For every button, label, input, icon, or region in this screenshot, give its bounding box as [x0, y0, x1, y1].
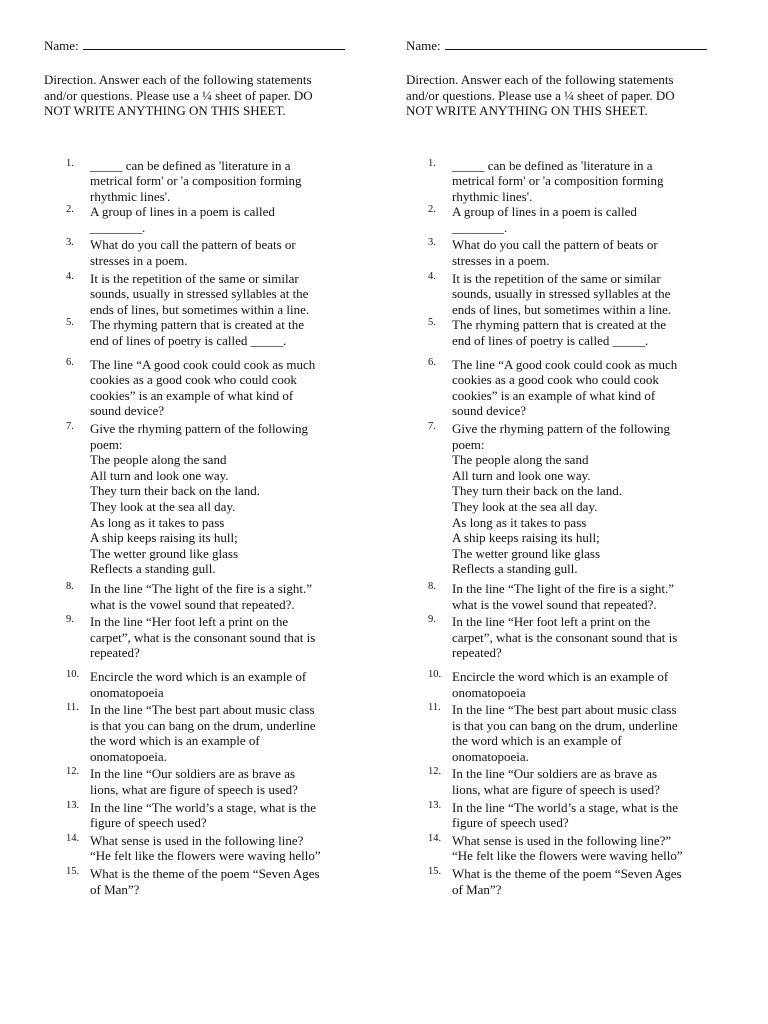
question-number: 8.	[428, 580, 436, 592]
direction-text	[406, 72, 736, 119]
question-line: repeated?	[90, 645, 140, 661]
question-line: carpet”, what is the consonant sound that is	[452, 629, 678, 645]
name-label: Name:	[406, 38, 441, 53]
question-item	[406, 271, 736, 318]
question-line: In the line “The world’s a stage, what is the	[90, 799, 316, 815]
question-item	[44, 581, 374, 612]
direction-line: and/or questions. Please use a ¼ sheet of paper. DO	[44, 87, 313, 103]
question-line: What sense is used in the following line?	[90, 832, 304, 848]
question-number: 4.	[428, 270, 436, 282]
worksheet-right-copy	[406, 38, 736, 897]
question-item	[406, 800, 736, 831]
question-line: All turn and look one way.	[90, 467, 229, 483]
question-line: The people along the sand	[452, 452, 589, 468]
question-line: ________.	[452, 219, 508, 235]
name-field	[44, 38, 374, 54]
question-number: 13.	[66, 799, 80, 811]
question-line: is that you can bang on the drum, underline	[90, 717, 316, 733]
question-line: sound device?	[452, 403, 527, 419]
direction-line: NOT WRITE ANYTHING ON THIS SHEET.	[406, 103, 648, 118]
question-line: Reflects a standing gull.	[90, 561, 216, 577]
question-item	[406, 158, 736, 205]
question-number: 12.	[66, 766, 80, 778]
question-line: They look at the sea all day.	[90, 498, 236, 514]
question-item	[44, 271, 374, 318]
question-line: onomatopoeia	[90, 684, 164, 700]
question-line: cookies as a good cook who could cook	[452, 372, 659, 388]
question-line: A ship keeps raising its hull;	[90, 530, 238, 546]
question-item	[406, 766, 736, 797]
question-line: rhythmic lines'.	[90, 188, 171, 204]
question-item	[44, 614, 374, 661]
question-item	[44, 702, 374, 764]
question-line: The wetter ground like glass	[90, 545, 239, 561]
question-line: _____ can be defined as 'literature in a	[452, 157, 653, 173]
question-line: is that you can bang on the drum, underline	[452, 717, 678, 733]
question-number: 3.	[428, 237, 436, 249]
question-line: In the line “Her foot left a print on the	[90, 614, 289, 630]
worksheet-left-copy	[44, 38, 374, 897]
question-line: figure of speech used?	[452, 815, 569, 831]
question-line: sounds, usually in stressed syllables at the	[452, 286, 671, 302]
question-line: A group of lines in a poem is called	[452, 204, 637, 220]
question-line: Encircle the word which is an example of	[90, 668, 307, 684]
question-item	[406, 614, 736, 661]
question-number: 6.	[66, 356, 74, 368]
question-line: poem:	[90, 436, 123, 452]
question-line: onomatopoeia.	[90, 748, 167, 764]
name-label: Name:	[44, 38, 79, 53]
question-line: sounds, usually in stressed syllables at the	[90, 286, 309, 302]
question-line: onomatopoeia.	[452, 748, 529, 764]
question-line: of Man”?	[452, 881, 502, 897]
question-line: The wetter ground like glass	[452, 545, 601, 561]
question-line: In the line “Our soldiers are as brave as	[90, 766, 296, 782]
question-item	[406, 317, 736, 348]
question-number: 2.	[428, 204, 436, 216]
question-line: lions, what are figure of speech is used?	[90, 782, 298, 798]
question-list	[44, 158, 374, 898]
question-line: ________.	[90, 219, 146, 235]
question-item	[44, 317, 374, 348]
question-number: 11.	[66, 702, 79, 714]
question-item	[44, 866, 374, 897]
question-line: rhythmic lines'.	[452, 188, 533, 204]
question-line: cookies as a good cook who could cook	[90, 372, 297, 388]
question-line: They turn their back on the land.	[452, 483, 623, 499]
question-item	[406, 357, 736, 419]
direction-line: Direction. Answer each of the following statements	[406, 72, 674, 87]
question-line: ends of lines, but sometimes within a line.	[452, 301, 672, 317]
question-item	[44, 237, 374, 268]
question-line: Give the rhyming pattern of the following	[452, 421, 671, 436]
question-item	[406, 702, 736, 764]
question-line: The people along the sand	[90, 452, 227, 468]
question-line: lions, what are figure of speech is used?	[452, 782, 660, 798]
question-line: sound device?	[90, 403, 165, 419]
question-item	[406, 237, 736, 268]
question-line: Reflects a standing gull.	[452, 561, 578, 577]
question-item	[44, 766, 374, 797]
question-line: The rhyming pattern that is created at the	[90, 317, 305, 333]
question-number: 12.	[428, 766, 442, 778]
question-line: It is the repetition of the same or similar	[90, 270, 299, 286]
question-item	[406, 833, 736, 864]
question-line: In the line “The best part about music class	[452, 702, 677, 718]
question-line: In the line “The light of the fire is a sight.”	[90, 580, 313, 596]
question-line: The line “A good cook could cook as much	[452, 356, 678, 372]
question-line: of Man”?	[90, 881, 140, 897]
question-line: In the line “Her foot left a print on the	[452, 614, 651, 630]
question-line: What is the theme of the poem “Seven Ages	[90, 866, 320, 882]
question-line: In the line “The world’s a stage, what is the	[452, 799, 678, 815]
question-line: Encircle the word which is an example of	[452, 668, 669, 684]
question-number: 5.	[428, 317, 436, 329]
question-line: metrical form' or 'a composition forming	[452, 173, 664, 189]
question-number: 9.	[428, 614, 436, 626]
question-line: In the line “The light of the fire is a sight.”	[452, 580, 675, 596]
question-line: onomatopoeia	[452, 684, 526, 700]
question-line: end of lines of poetry is called _____.	[452, 333, 649, 349]
question-number: 9.	[66, 614, 74, 626]
question-line: As long as it takes to pass	[452, 514, 587, 530]
question-line: stresses in a poem.	[90, 253, 188, 269]
question-line: poem:	[452, 436, 485, 452]
question-line: A group of lines in a poem is called	[90, 204, 275, 220]
question-number: 10.	[66, 668, 80, 680]
question-item	[44, 421, 374, 577]
question-line: _____ can be defined as 'literature in a	[90, 157, 291, 173]
question-line: What do you call the pattern of beats or	[90, 237, 296, 253]
question-line: The line “A good cook could cook as much	[90, 356, 316, 372]
question-number: 4.	[66, 270, 74, 282]
question-number: 14.	[66, 832, 80, 844]
question-number: 2.	[66, 204, 74, 216]
question-line: the word which is an example of	[90, 733, 260, 749]
question-line: figure of speech used?	[90, 815, 207, 831]
question-line: They turn their back on the land.	[90, 483, 261, 499]
name-blank-line	[83, 38, 345, 50]
question-number: 8.	[66, 580, 74, 592]
direction-text	[44, 72, 374, 119]
question-item	[406, 204, 736, 235]
question-item	[44, 158, 374, 205]
question-number: 15.	[428, 866, 442, 878]
question-number: 3.	[66, 237, 74, 249]
question-line: What is the theme of the poem “Seven Ages	[452, 866, 682, 882]
question-item	[406, 866, 736, 897]
question-number: 1.	[66, 157, 74, 169]
question-line: What do you call the pattern of beats or	[452, 237, 658, 253]
question-line: They look at the sea all day.	[452, 498, 598, 514]
question-number: 1.	[428, 157, 436, 169]
question-line: metrical form' or 'a composition forming	[90, 173, 302, 189]
question-item	[44, 669, 374, 700]
question-number: 7.	[428, 421, 436, 432]
question-line: All turn and look one way.	[452, 467, 591, 483]
direction-line: NOT WRITE ANYTHING ON THIS SHEET.	[44, 103, 286, 118]
direction-line: and/or questions. Please use a ¼ sheet of paper. DO	[406, 87, 675, 103]
question-item	[406, 421, 736, 577]
question-number: 5.	[66, 317, 74, 329]
question-line: cookies” is an example of what kind of	[452, 387, 656, 403]
question-line: In the line “Our soldiers are as brave as	[452, 766, 658, 782]
question-number: 10.	[428, 668, 442, 680]
question-number: 11.	[428, 702, 441, 714]
question-line: carpet”, what is the consonant sound that is	[90, 629, 316, 645]
question-line: the word which is an example of	[452, 733, 622, 749]
question-line: cookies” is an example of what kind of	[90, 387, 294, 403]
question-line: ends of lines, but sometimes within a line.	[90, 301, 310, 317]
question-line: A ship keeps raising its hull;	[452, 530, 600, 546]
question-number: 6.	[428, 356, 436, 368]
question-line: What sense is used in the following line?”	[452, 832, 672, 848]
question-number: 15.	[66, 866, 80, 878]
question-line: Give the rhyming pattern of the following	[90, 421, 309, 436]
question-line: stresses in a poem.	[452, 253, 550, 269]
name-blank-line	[445, 38, 707, 50]
question-line: “He felt like the flowers were waving hello”	[452, 848, 683, 864]
question-number: 13.	[428, 799, 442, 811]
question-line: In the line “The best part about music class	[90, 702, 315, 718]
question-line: “He felt like the flowers were waving hello”	[90, 848, 321, 864]
question-line: repeated?	[452, 645, 502, 661]
question-number: 14.	[428, 832, 442, 844]
question-item	[44, 800, 374, 831]
question-line: As long as it takes to pass	[90, 514, 225, 530]
question-line: what is the vowel sound that repeated?.	[90, 596, 295, 612]
question-item	[44, 357, 374, 419]
question-line: The rhyming pattern that is created at the	[452, 317, 667, 333]
question-line: what is the vowel sound that repeated?.	[452, 596, 657, 612]
question-line: end of lines of poetry is called _____.	[90, 333, 287, 349]
question-item	[406, 581, 736, 612]
question-item	[44, 204, 374, 235]
direction-line: Direction. Answer each of the following statements	[44, 72, 312, 87]
question-number: 7.	[66, 421, 74, 432]
question-line: It is the repetition of the same or similar	[452, 270, 661, 286]
question-list	[406, 158, 736, 898]
question-item	[406, 669, 736, 700]
question-item	[44, 833, 374, 864]
name-field	[406, 38, 736, 54]
